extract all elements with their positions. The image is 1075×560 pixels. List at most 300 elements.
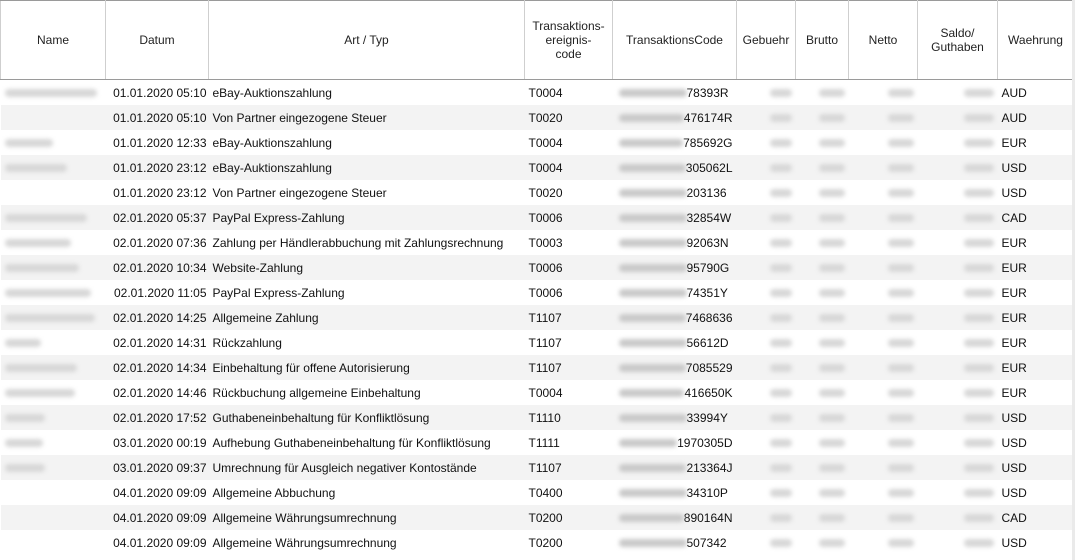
- cell-datum: 04.01.2020 09:09: [106, 505, 209, 530]
- cell-name: [1, 255, 106, 280]
- cell-waehrung: EUR: [1001, 385, 1027, 400]
- cell-name: [1, 230, 106, 255]
- cell-netto: [849, 130, 918, 155]
- cell-art-typ: Allgemeine Zahlung: [209, 305, 525, 330]
- redacted-amount: [964, 239, 994, 247]
- redacted-amount: [964, 364, 994, 372]
- table-row[interactable]: [1, 455, 1074, 480]
- redacted-amount: [964, 89, 994, 97]
- cell-gebuehr: [737, 480, 796, 505]
- cell-art-typ: PayPal Express-Zahlung: [212, 285, 345, 300]
- cell-datum: 01.01.2020 05:10: [113, 85, 207, 100]
- code-suffix: 56612D: [686, 335, 729, 350]
- cell-brutto: [796, 105, 849, 130]
- cell-transaktionscode: [613, 230, 737, 255]
- cell-gebuehr: [737, 180, 796, 205]
- redacted-code-prefix: [619, 314, 686, 322]
- cell-transaktionscode: [613, 280, 737, 305]
- cell-netto: [849, 230, 918, 255]
- cell-ereigniscode: T1111: [528, 435, 560, 450]
- redacted-amount: [770, 114, 792, 122]
- column-header-transaktionscode[interactable]: TransaktionsCode: [613, 1, 737, 80]
- redacted-amount: [819, 189, 845, 197]
- redacted-amount: [888, 164, 914, 172]
- cell-gebuehr: [737, 355, 796, 380]
- cell-saldo: [918, 105, 998, 130]
- cell-art-typ: Aufhebung Guthabeneinbehaltung für Konfliktlösung: [212, 435, 491, 450]
- code-suffix: 33994Y: [686, 410, 728, 425]
- redacted-amount: [888, 464, 914, 472]
- cell-waehrung: AUD: [1001, 85, 1027, 100]
- table-row[interactable]: [1, 280, 1074, 305]
- cell-brutto: [796, 530, 849, 555]
- redacted-amount: [964, 264, 994, 272]
- cell-art-typ: Von Partner eingezogene Steuer: [209, 105, 525, 130]
- table-row[interactable]: [1, 255, 1074, 280]
- cell-art-typ: Allgemeine Währungsumrechnung: [212, 535, 397, 550]
- redacted-amount: [888, 264, 914, 272]
- redacted-amount: [888, 339, 914, 347]
- cell-gebuehr: [737, 380, 796, 405]
- cell-datum: 02.01.2020 11:05: [113, 285, 207, 300]
- redacted-amount: [888, 89, 914, 97]
- cell-saldo: [918, 280, 998, 305]
- cell-waehrung: USD: [998, 155, 1074, 180]
- redacted-amount: [770, 489, 792, 497]
- code-suffix: 7085529: [685, 360, 733, 375]
- cell-ereigniscode: T0004: [525, 155, 613, 180]
- cell-netto: [849, 80, 918, 106]
- code-suffix: 95790G: [686, 260, 730, 275]
- redacted-amount: [888, 439, 914, 447]
- cell-ereigniscode: T1107: [525, 355, 613, 380]
- cell-saldo: [918, 430, 998, 455]
- cell-saldo: [918, 305, 998, 330]
- table-row[interactable]: [1, 180, 1074, 205]
- cell-transaktionscode: [613, 305, 737, 330]
- cell-brutto: [796, 205, 849, 230]
- redacted-name: [5, 214, 87, 222]
- cell-datum: 02.01.2020 14:46: [113, 385, 207, 400]
- cell-datum: 01.01.2020 05:10: [106, 105, 209, 130]
- redacted-name: [5, 239, 71, 247]
- cell-saldo: [918, 255, 998, 280]
- code-suffix: 203136: [686, 185, 727, 200]
- code-suffix: 7468636: [685, 310, 733, 325]
- redacted-amount: [964, 464, 994, 472]
- cell-ereigniscode: T0200: [528, 535, 563, 550]
- redacted-name: [5, 139, 53, 147]
- cell-name: [1, 430, 106, 455]
- cell-art-typ: Website-Zahlung: [209, 255, 525, 280]
- cell-name: [1, 205, 106, 230]
- cell-netto: [849, 480, 918, 505]
- redacted-name: [5, 339, 41, 347]
- cell-brutto: [796, 280, 849, 305]
- redacted-amount: [819, 539, 845, 547]
- cell-gebuehr: [737, 155, 796, 180]
- column-header-ereigniscode[interactable]: Transaktions- ereignis- code: [525, 1, 613, 80]
- redacted-name: [5, 439, 43, 447]
- cell-transaktionscode: [613, 505, 737, 530]
- redacted-amount: [770, 464, 792, 472]
- cell-name: [1, 180, 106, 205]
- redacted-amount: [770, 289, 792, 297]
- table-row[interactable]: [1, 355, 1074, 380]
- cell-gebuehr: [737, 530, 796, 555]
- table-row[interactable]: [1, 505, 1074, 530]
- cell-name: [1, 105, 106, 130]
- cell-name: [1, 355, 106, 380]
- table-header: [1, 1, 1074, 80]
- cell-gebuehr: [737, 255, 796, 280]
- table-row[interactable]: [1, 380, 1074, 405]
- cell-ereigniscode: T0006: [525, 255, 613, 280]
- cell-netto: [849, 105, 918, 130]
- cell-waehrung: USD: [998, 405, 1074, 430]
- column-header-netto[interactable]: Netto: [849, 1, 918, 80]
- cell-name: [1, 530, 106, 555]
- cell-gebuehr: [737, 80, 796, 106]
- column-header-art-typ[interactable]: Art / Typ: [209, 1, 525, 80]
- redacted-amount: [819, 239, 845, 247]
- cell-name: [1, 405, 106, 430]
- cell-brutto: [796, 455, 849, 480]
- redacted-amount: [964, 314, 994, 322]
- table-row[interactable]: [1, 530, 1074, 555]
- cell-ereigniscode: T0006: [525, 205, 613, 230]
- cell-saldo: [918, 355, 998, 380]
- redacted-amount: [819, 214, 845, 222]
- cell-gebuehr: [737, 130, 796, 155]
- cell-waehrung: EUR: [1001, 135, 1027, 150]
- cell-transaktionscode: [613, 355, 737, 380]
- code-suffix: 213364J: [686, 460, 733, 475]
- redacted-amount: [888, 364, 914, 372]
- cell-saldo: [918, 405, 998, 430]
- cell-datum: 03.01.2020 09:37: [106, 455, 209, 480]
- redacted-amount: [888, 414, 914, 422]
- redacted-code-prefix: [619, 214, 687, 222]
- redacted-amount: [964, 489, 994, 497]
- redacted-amount: [888, 489, 914, 497]
- redacted-code-prefix: [619, 339, 687, 347]
- redacted-code-prefix: [619, 239, 687, 247]
- redacted-amount: [819, 489, 845, 497]
- column-header-datum[interactable]: Datum: [106, 1, 209, 80]
- cell-waehrung: EUR: [1001, 235, 1027, 250]
- cell-ereigniscode: T0003: [528, 235, 563, 250]
- cell-transaktionscode: [613, 205, 737, 230]
- cell-waehrung: EUR: [998, 305, 1074, 330]
- cell-datum: 02.01.2020 14:34: [106, 355, 209, 380]
- cell-gebuehr: [737, 305, 796, 330]
- redacted-name: [5, 314, 95, 322]
- redacted-amount: [770, 314, 792, 322]
- redacted-amount: [888, 189, 914, 197]
- redacted-code-prefix: [619, 439, 678, 447]
- cell-art-typ: Allgemeine Währungsumrechnung: [209, 505, 525, 530]
- redacted-amount: [770, 539, 792, 547]
- cell-saldo: [918, 530, 998, 555]
- cell-name: [1, 455, 106, 480]
- cell-transaktionscode: [613, 430, 737, 455]
- redacted-amount: [770, 264, 792, 272]
- cell-brutto: [796, 305, 849, 330]
- cell-gebuehr: [737, 205, 796, 230]
- cell-ereigniscode: T0020: [528, 185, 563, 200]
- redacted-amount: [819, 264, 845, 272]
- redacted-amount: [964, 164, 994, 172]
- redacted-amount: [819, 364, 845, 372]
- cell-saldo: [918, 455, 998, 480]
- redacted-amount: [819, 439, 845, 447]
- redacted-amount: [888, 514, 914, 522]
- cell-transaktionscode: [613, 255, 737, 280]
- cell-ereigniscode: T0006: [528, 285, 563, 300]
- cell-brutto: [796, 180, 849, 205]
- redacted-amount: [888, 214, 914, 222]
- redacted-amount: [770, 389, 792, 397]
- table-row[interactable]: [1, 480, 1074, 505]
- redacted-name: [5, 264, 79, 272]
- redacted-code-prefix: [619, 514, 684, 522]
- redacted-amount: [819, 514, 845, 522]
- cell-netto: [849, 205, 918, 230]
- cell-transaktionscode: [613, 530, 737, 555]
- cell-gebuehr: [737, 505, 796, 530]
- table-row[interactable]: [1, 130, 1074, 155]
- cell-waehrung: EUR: [1001, 285, 1027, 300]
- cell-ereigniscode: T0400: [528, 485, 563, 500]
- cell-gebuehr: [737, 430, 796, 455]
- cell-netto: [849, 530, 918, 555]
- redacted-code-prefix: [619, 364, 686, 372]
- table-row[interactable]: [1, 430, 1074, 455]
- cell-ereigniscode: T1107: [525, 455, 613, 480]
- cell-name: [1, 280, 106, 305]
- cell-datum: 02.01.2020 05:37: [106, 205, 209, 230]
- column-header-gebuehr[interactable]: Gebuehr: [737, 1, 796, 80]
- cell-name: [1, 380, 106, 405]
- cell-brutto: [796, 380, 849, 405]
- cell-saldo: [918, 155, 998, 180]
- redacted-amount: [770, 164, 792, 172]
- cell-netto: [849, 405, 918, 430]
- cell-datum: 04.01.2020 09:09: [113, 485, 207, 500]
- redacted-code-prefix: [619, 289, 687, 297]
- redacted-amount: [964, 514, 994, 522]
- cell-art-typ: eBay-Auktionszahlung: [212, 85, 332, 100]
- redacted-name: [5, 414, 45, 422]
- redacted-amount: [819, 139, 845, 147]
- redacted-amount: [888, 539, 914, 547]
- column-header-saldo[interactable]: Saldo/ Guthaben: [918, 1, 998, 80]
- cell-art-typ: eBay-Auktionszahlung: [209, 155, 525, 180]
- table-row[interactable]: [1, 230, 1074, 255]
- cell-netto: [849, 180, 918, 205]
- cell-ereigniscode: T0004: [528, 85, 563, 100]
- cell-waehrung: USD: [1001, 435, 1027, 450]
- code-suffix: 507342: [686, 535, 727, 550]
- redacted-amount: [964, 389, 994, 397]
- code-suffix: 32854W: [686, 210, 732, 225]
- cell-datum: 02.01.2020 17:52: [106, 405, 209, 430]
- cell-saldo: [918, 480, 998, 505]
- cell-name: [1, 330, 106, 355]
- redacted-name: [5, 164, 67, 172]
- redacted-amount: [770, 514, 792, 522]
- cell-brutto: [796, 430, 849, 455]
- cell-datum: 04.01.2020 09:09: [113, 535, 207, 550]
- table-row[interactable]: [1, 405, 1074, 430]
- cell-waehrung: USD: [1001, 185, 1027, 200]
- redacted-code-prefix: [619, 264, 687, 272]
- cell-netto: [849, 330, 918, 355]
- cell-brutto: [796, 330, 849, 355]
- redacted-amount: [819, 339, 845, 347]
- cell-art-typ: Zahlung per Händlerabbuchung mit Zahlungsrechnung: [212, 235, 504, 250]
- cell-brutto: [796, 505, 849, 530]
- cell-netto: [849, 505, 918, 530]
- redacted-amount: [964, 539, 994, 547]
- cell-saldo: [918, 130, 998, 155]
- redacted-amount: [888, 239, 914, 247]
- cell-ereigniscode: T1107: [528, 335, 562, 350]
- cell-waehrung: EUR: [1001, 335, 1027, 350]
- cell-ereigniscode: T1110: [525, 405, 613, 430]
- redacted-code-prefix: [619, 389, 685, 397]
- cell-netto: [849, 380, 918, 405]
- column-header-brutto[interactable]: Brutto: [796, 1, 849, 80]
- cell-art-typ: Allgemeine Abbuchung: [212, 485, 336, 500]
- redacted-amount: [964, 439, 994, 447]
- table-row[interactable]: [1, 330, 1074, 355]
- redacted-amount: [964, 339, 994, 347]
- cell-waehrung: USD: [998, 455, 1074, 480]
- cell-gebuehr: [737, 230, 796, 255]
- redacted-amount: [770, 364, 792, 372]
- table-row[interactable]: [1, 105, 1074, 130]
- cell-art-typ: eBay-Auktionszahlung: [212, 135, 332, 150]
- cell-netto: [849, 430, 918, 455]
- cell-saldo: [918, 205, 998, 230]
- redacted-amount: [770, 439, 792, 447]
- table-row[interactable]: [1, 205, 1074, 230]
- code-suffix: 92063N: [686, 235, 729, 250]
- cell-datum: 02.01.2020 14:31: [113, 335, 207, 350]
- cell-transaktionscode: [613, 105, 737, 130]
- cell-ereigniscode: T0004: [528, 385, 563, 400]
- cell-art-typ: Von Partner eingezogene Steuer: [212, 185, 387, 200]
- code-suffix: 416650K: [684, 385, 733, 400]
- cell-transaktionscode: [613, 480, 737, 505]
- redacted-code-prefix: [619, 89, 687, 97]
- column-header-name[interactable]: Name: [1, 1, 106, 80]
- cell-datum: 01.01.2020 23:12: [106, 155, 209, 180]
- cell-name: [1, 305, 106, 330]
- cell-ereigniscode: T1107: [525, 305, 613, 330]
- cell-transaktionscode: [613, 405, 737, 430]
- redacted-amount: [888, 114, 914, 122]
- redacted-amount: [888, 139, 914, 147]
- table-row[interactable]: [1, 155, 1074, 180]
- cell-name: [1, 505, 106, 530]
- cell-saldo: [918, 180, 998, 205]
- cell-brutto: [796, 355, 849, 380]
- redacted-amount: [770, 339, 792, 347]
- cell-waehrung: CAD: [998, 205, 1074, 230]
- redacted-amount: [819, 314, 845, 322]
- cell-art-typ: Rückzahlung: [212, 335, 282, 350]
- redacted-amount: [964, 189, 994, 197]
- code-suffix: 34310P: [686, 485, 728, 500]
- cell-datum: 02.01.2020 14:25: [106, 305, 209, 330]
- code-suffix: 890164N: [683, 510, 733, 525]
- cell-saldo: [918, 505, 998, 530]
- cell-waehrung: USD: [1001, 485, 1027, 500]
- cell-waehrung: EUR: [998, 355, 1074, 380]
- cell-waehrung: AUD: [998, 105, 1074, 130]
- redacted-amount: [888, 289, 914, 297]
- redacted-amount: [964, 214, 994, 222]
- cell-datum: 02.01.2020 07:36: [113, 235, 207, 250]
- redacted-name: [5, 389, 75, 397]
- redacted-amount: [770, 214, 792, 222]
- cell-gebuehr: [737, 405, 796, 430]
- cell-saldo: [918, 380, 998, 405]
- redacted-amount: [770, 89, 792, 97]
- cell-waehrung: EUR: [998, 255, 1074, 280]
- cell-name: [1, 80, 106, 106]
- cell-waehrung: CAD: [998, 505, 1074, 530]
- cell-datum: 03.01.2020 00:19: [113, 435, 207, 450]
- code-suffix: 1970305D: [677, 435, 733, 450]
- code-suffix: 305062L: [685, 160, 733, 175]
- redacted-code-prefix: [619, 464, 687, 472]
- cell-waehrung: USD: [1001, 535, 1027, 550]
- redacted-amount: [770, 139, 792, 147]
- code-suffix: 78393R: [686, 85, 729, 100]
- redacted-amount: [819, 464, 845, 472]
- column-header-waehrung[interactable]: Waehrung: [998, 1, 1074, 80]
- redacted-amount: [770, 239, 792, 247]
- redacted-amount: [819, 289, 845, 297]
- redacted-amount: [819, 164, 845, 172]
- redacted-amount: [819, 389, 845, 397]
- redacted-amount: [964, 114, 994, 122]
- table-row[interactable]: [1, 305, 1074, 330]
- cell-netto: [849, 280, 918, 305]
- cell-brutto: [796, 405, 849, 430]
- table-row[interactable]: [1, 80, 1074, 106]
- cell-transaktionscode: [613, 180, 737, 205]
- cell-art-typ: Umrechnung für Ausgleich negativer Kontostände: [209, 455, 525, 480]
- cell-saldo: [918, 230, 998, 255]
- cell-netto: [849, 305, 918, 330]
- cell-brutto: [796, 255, 849, 280]
- cell-art-typ: PayPal Express-Zahlung: [209, 205, 525, 230]
- cell-transaktionscode: [613, 130, 737, 155]
- cell-name: [1, 155, 106, 180]
- cell-datum: 01.01.2020 12:33: [113, 135, 207, 150]
- cell-art-typ: Rückbuchung allgemeine Einbehaltung: [212, 385, 421, 400]
- cell-brutto: [796, 480, 849, 505]
- code-suffix: 74351Y: [686, 285, 728, 300]
- cell-ereigniscode: T0004: [528, 135, 563, 150]
- redacted-code-prefix: [619, 139, 684, 147]
- redacted-code-prefix: [619, 164, 686, 172]
